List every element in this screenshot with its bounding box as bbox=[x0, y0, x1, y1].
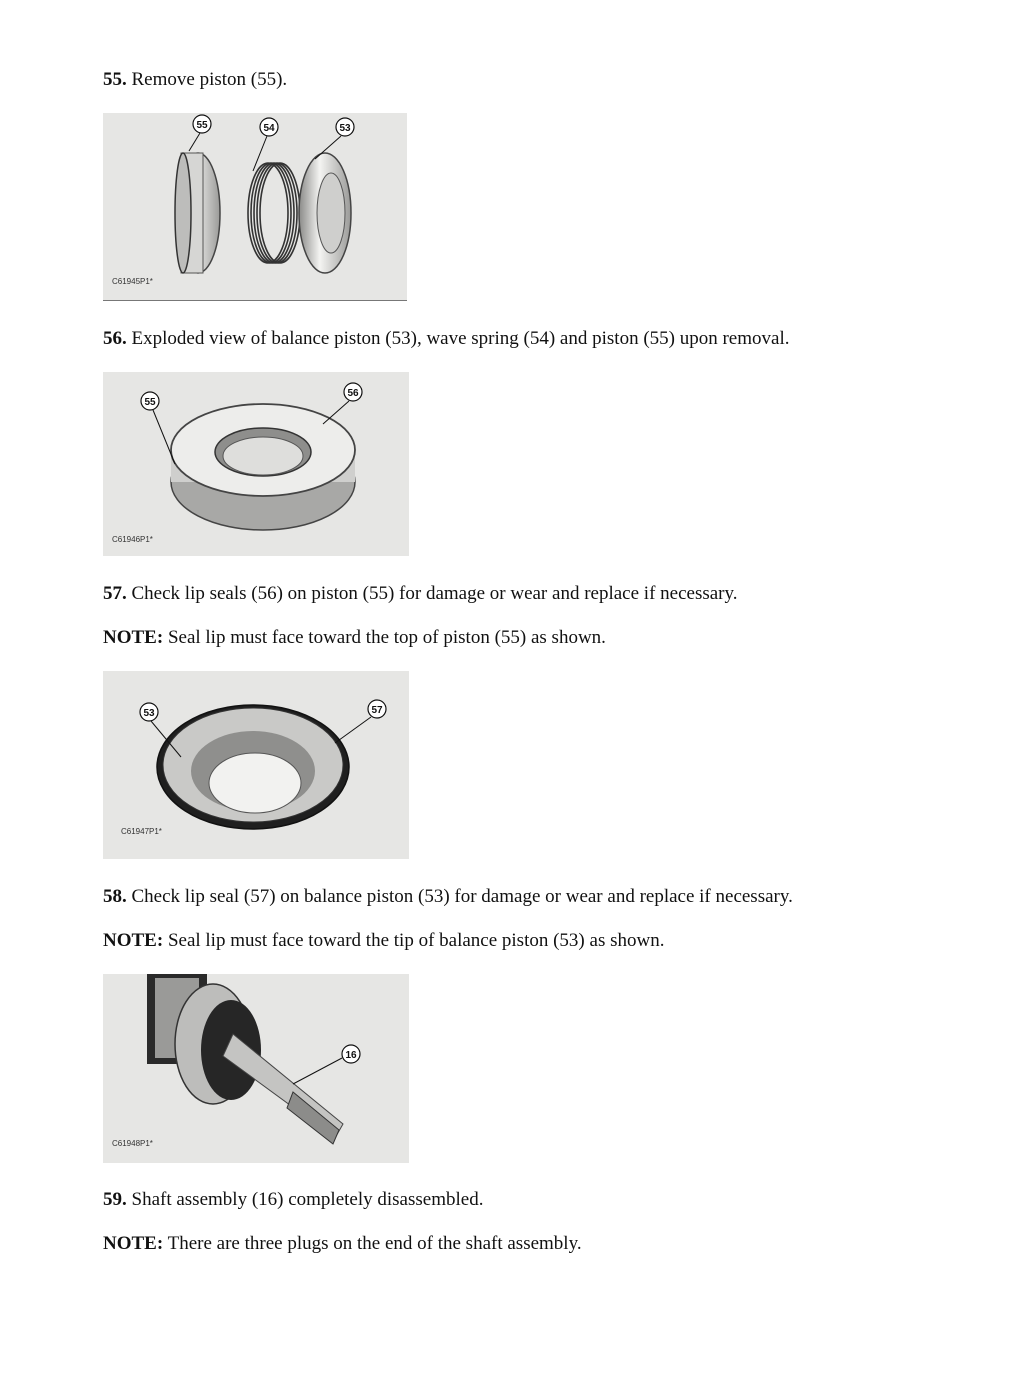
step-number: 55. bbox=[103, 69, 127, 90]
figure-balance-piston-seal bbox=[103, 671, 409, 859]
wave-spring-shape bbox=[248, 163, 300, 263]
step-text: Check lip seals (56) on piston (55) for damage or wear and replace if necessary. bbox=[131, 583, 738, 604]
step-55 bbox=[103, 68, 287, 92]
callout-53 bbox=[315, 118, 354, 159]
note-label: NOTE: bbox=[103, 627, 164, 648]
step-59 bbox=[103, 1188, 483, 1212]
callout-57 bbox=[335, 700, 386, 743]
step-text: Shaft assembly (16) completely disassembled. bbox=[131, 1189, 484, 1210]
figure-shaft-assembly bbox=[103, 974, 409, 1163]
note-label: NOTE: bbox=[103, 930, 164, 951]
step-number: 57. bbox=[103, 583, 127, 604]
balance-piston-shape bbox=[157, 705, 349, 829]
note-57 bbox=[103, 626, 606, 650]
figure-piston-seals bbox=[103, 372, 409, 556]
figure-code: C61947P1* bbox=[121, 827, 162, 836]
svg-text:55: 55 bbox=[144, 397, 156, 408]
balance-piston-shape bbox=[299, 153, 351, 273]
svg-text:55: 55 bbox=[196, 120, 208, 131]
shaft-assembly-shape bbox=[147, 974, 343, 1144]
piston-ring-shape bbox=[171, 404, 355, 530]
figure-code: C61946P1* bbox=[112, 535, 153, 544]
callout-55 bbox=[189, 115, 211, 151]
callout-16 bbox=[293, 1045, 360, 1084]
step-text: Exploded view of balance piston (53), wave spring (54) and piston (55) upon removal. bbox=[131, 328, 790, 349]
figure-code: C61945P1* bbox=[112, 277, 153, 286]
step-number: 59. bbox=[103, 1189, 127, 1210]
step-text: Check lip seal (57) on balance piston (53) for damage or wear and replace if necessary. bbox=[131, 886, 793, 907]
step-text: Remove piston (55). bbox=[131, 69, 288, 90]
svg-text:54: 54 bbox=[263, 123, 275, 134]
note-text: Seal lip must face toward the tip of balance piston (53) as shown. bbox=[167, 930, 665, 951]
note-label: NOTE: bbox=[103, 1233, 164, 1254]
figure-exploded-parts bbox=[103, 113, 407, 301]
note-text: Seal lip must face toward the top of piston (55) as shown. bbox=[167, 627, 606, 648]
figure-code: C61948P1* bbox=[112, 1139, 153, 1148]
svg-text:56: 56 bbox=[347, 388, 359, 399]
step-58 bbox=[103, 885, 793, 909]
svg-text:16: 16 bbox=[345, 1050, 357, 1061]
note-58 bbox=[103, 929, 664, 953]
note-text: There are three plugs on the end of the shaft assembly. bbox=[167, 1233, 582, 1254]
step-56 bbox=[103, 327, 789, 351]
step-number: 56. bbox=[103, 328, 127, 349]
callout-55 bbox=[141, 392, 175, 464]
svg-text:53: 53 bbox=[339, 123, 351, 134]
svg-text:57: 57 bbox=[371, 705, 383, 716]
step-number: 58. bbox=[103, 886, 127, 907]
note-59 bbox=[103, 1232, 582, 1256]
step-57 bbox=[103, 582, 738, 606]
svg-text:53: 53 bbox=[143, 708, 155, 719]
